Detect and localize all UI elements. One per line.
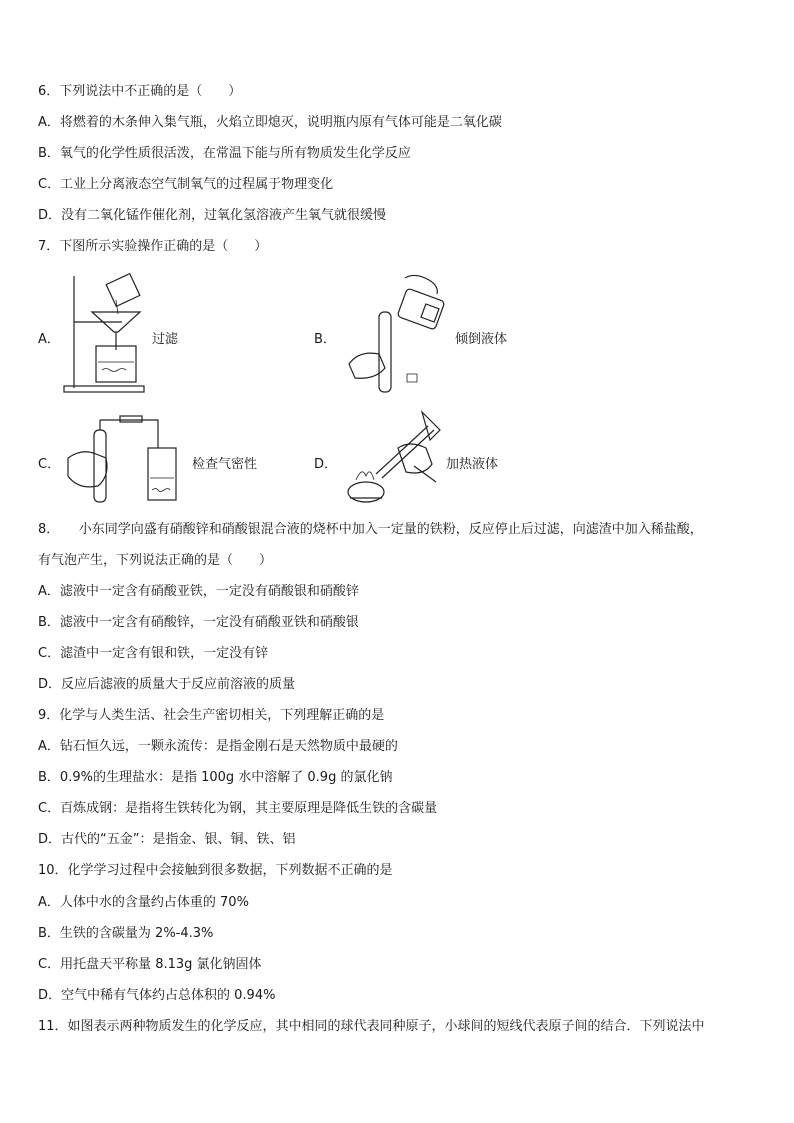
q10-stem: 10．化学学习过程中会接触到很多数据，下列数据不正确的是 xyxy=(38,863,393,878)
q7-figure-d-caption: 加热液体 xyxy=(446,457,499,472)
q6-option-d: D．没有二氧化锰作催化剂，过氧化氢溶液产生氧气就很缓慢 xyxy=(38,208,387,223)
q10-option-d: D．空气中稀有气体约占总体积的 0.94% xyxy=(38,988,276,1003)
q6-option-b: B．氧气的化学性质很活泼，在常温下能与所有物质发生化学反应 xyxy=(38,146,411,161)
q6-option-a: A．将燃着的木条伸入集气瓶，火焰立即熄灭，说明瓶内原有气体可能是二氧化碳 xyxy=(38,115,502,130)
q6-option-c: C．工业上分离液态空气制氧气的过程属于物理变化 xyxy=(38,177,334,192)
q7-stem: 7．下图所示实验操作正确的是（ ） xyxy=(38,239,268,254)
q6-stem: 6．下列说法中不正确的是（ ） xyxy=(38,84,242,99)
q9-option-d: D．古代的“五金”：是指金、银、铜、铁、铝 xyxy=(38,832,296,847)
q7-figure-c-caption: 检查气密性 xyxy=(192,457,258,472)
q9-stem: 9．化学与人类生活、社会生产密切相关，下列理解正确的是 xyxy=(38,708,385,723)
q8-option-b: B．滤液中一定含有硝酸锌，一定没有硝酸亚铁和硝酸银 xyxy=(38,615,359,630)
q7-figure-c-label: C． xyxy=(38,457,61,472)
q7-figure-d-label: D． xyxy=(314,457,338,472)
q8-option-d: D．反应后滤液的质量大于反应前溶液的质量 xyxy=(38,677,296,692)
q10-option-c: C．用托盘天平称量 8.13g 氯化钠固体 xyxy=(38,957,262,972)
q10-option-b: B．生铁的含碳量为 2%-4.3% xyxy=(38,926,214,941)
q11-stem: 11．如图表示两种物质发生的化学反应，其中相同的球代表同种原子，小球间的短线代表原子间的结合．下列说法中 xyxy=(38,1019,705,1034)
filtration-apparatus-icon xyxy=(62,270,162,400)
q8-stem-line2: 有气泡产生，下列说法正确的是（ ） xyxy=(38,553,273,568)
pouring-liquid-icon xyxy=(345,268,455,398)
q8-option-c: C．滤渣中一定含有银和铁，一定没有锌 xyxy=(38,646,269,661)
q9-option-c: C．百炼成钢：是指将生铁转化为钢，其主要原理是降低生铁的含碳量 xyxy=(38,801,438,816)
q10-option-a: A．人体中水的含量约占体重的 70% xyxy=(38,895,249,910)
q9-option-b: B．0.9%的生理盐水：是指 100g 水中溶解了 0.9g 的氯化钠 xyxy=(38,770,393,785)
airtightness-check-icon xyxy=(62,418,192,508)
q8-stem-line1: 8． 小东同学向盛有硝酸锌和硝酸银混合液的烧杯中加入一定量的铁粉，反应停止后过滤，向滤渣中加入稀盐酸， xyxy=(38,522,703,537)
heating-liquid-icon xyxy=(336,408,446,508)
q9-option-a: A．钻石恒久远，一颗永流传：是指金刚石是天然物质中最硬的 xyxy=(38,739,398,754)
q7-figure-b-caption: 倾倒液体 xyxy=(455,332,508,347)
q7-figure-b-label: B． xyxy=(314,332,336,347)
q7-figure-a-label: A． xyxy=(38,332,60,347)
q7-figure-a-caption: 过滤 xyxy=(152,332,179,347)
q8-option-a: A．滤液中一定含有硝酸亚铁，一定没有硝酸银和硝酸锌 xyxy=(38,584,359,599)
